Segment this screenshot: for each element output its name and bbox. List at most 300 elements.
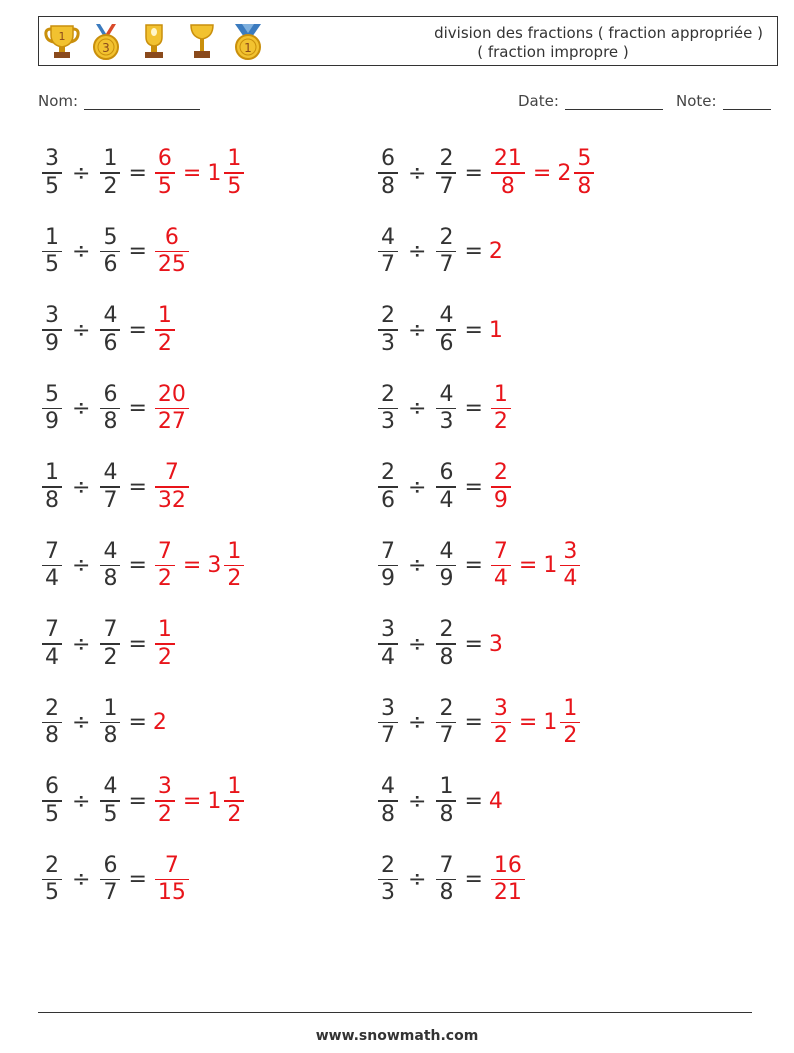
answer-equals-sign: = bbox=[518, 553, 538, 578]
denominator: 2 bbox=[493, 409, 508, 435]
answer bbox=[153, 539, 246, 593]
denominator: 7 bbox=[381, 723, 395, 749]
divide-sign: ÷ bbox=[408, 160, 427, 186]
problem-item bbox=[40, 609, 177, 679]
divide-sign: ÷ bbox=[72, 710, 91, 735]
numerator: 4 bbox=[439, 538, 454, 564]
divide-sign: ÷ bbox=[408, 474, 427, 500]
numerator: 6 bbox=[157, 146, 172, 172]
problem-item bbox=[376, 766, 503, 836]
mixed-fraction-part bbox=[224, 539, 244, 593]
title-line-2: ( fraction impropre ) bbox=[477, 43, 629, 61]
divide-sign: ÷ bbox=[72, 867, 91, 892]
denominator: 3 bbox=[381, 330, 395, 356]
footer-url: www.snowmath.com bbox=[315, 1028, 479, 1044]
dividend-fraction bbox=[378, 853, 398, 907]
answer-fraction bbox=[155, 539, 175, 593]
denominator: 2 bbox=[157, 801, 172, 827]
denominator: 9 bbox=[439, 566, 454, 592]
equals-sign: = bbox=[128, 867, 147, 892]
denominator: 9 bbox=[381, 566, 395, 592]
divide-sign: ÷ bbox=[72, 396, 91, 421]
denominator: 8 bbox=[45, 723, 59, 749]
denominator: 8 bbox=[439, 644, 454, 670]
answer bbox=[489, 318, 503, 343]
denominator: 8 bbox=[381, 173, 395, 199]
denominator: 9 bbox=[45, 330, 59, 356]
divisor-fraction bbox=[436, 382, 456, 436]
denominator: 8 bbox=[439, 801, 454, 827]
numerator: 6 bbox=[45, 774, 59, 800]
divisor-fraction bbox=[436, 853, 456, 907]
numerator: 2 bbox=[439, 695, 454, 721]
equals-sign: = bbox=[128, 553, 147, 578]
numerator: 4 bbox=[103, 774, 118, 800]
mixed-whole-part: 1 bbox=[207, 788, 222, 814]
divide-sign: ÷ bbox=[408, 788, 427, 814]
footer-divider bbox=[38, 1012, 752, 1013]
numerator: 5 bbox=[103, 224, 118, 250]
denominator: 5 bbox=[45, 801, 59, 827]
denominator: 7 bbox=[381, 252, 395, 278]
denominator: 7 bbox=[103, 487, 118, 513]
denominator: 2 bbox=[227, 566, 242, 592]
worksheet-header bbox=[38, 16, 778, 66]
mixed-whole-part: 2 bbox=[557, 160, 572, 186]
divisor-fraction bbox=[436, 774, 456, 828]
denominator: 8 bbox=[439, 880, 454, 906]
denominator: 25 bbox=[157, 252, 186, 278]
note-field bbox=[676, 92, 771, 110]
denominator: 4 bbox=[45, 644, 59, 670]
divisor-fraction bbox=[436, 539, 456, 593]
numerator: 3 bbox=[381, 617, 395, 643]
divide-sign: ÷ bbox=[72, 160, 91, 186]
answer-fraction bbox=[155, 146, 175, 200]
divisor-fraction bbox=[436, 303, 456, 357]
numerator: 2 bbox=[439, 146, 454, 172]
answer bbox=[489, 789, 503, 814]
numerator: 6 bbox=[439, 460, 454, 486]
equals-sign: = bbox=[464, 317, 483, 343]
answer-fraction bbox=[491, 539, 511, 593]
answer-fraction bbox=[491, 696, 511, 750]
denominator: 21 bbox=[493, 880, 522, 906]
denominator: 7 bbox=[439, 173, 454, 199]
answer bbox=[489, 853, 527, 907]
numerator: 4 bbox=[103, 460, 118, 486]
answer bbox=[489, 632, 503, 657]
divide-sign: ÷ bbox=[408, 867, 427, 892]
answer-whole-number: 2 bbox=[152, 710, 167, 735]
divide-sign: ÷ bbox=[408, 553, 427, 578]
date-field bbox=[518, 92, 663, 110]
denominator: 4 bbox=[439, 487, 454, 513]
denominator: 7 bbox=[103, 880, 118, 906]
equals-sign: = bbox=[464, 867, 483, 892]
mixed-fraction-part bbox=[224, 146, 244, 200]
answer-equals-sign: = bbox=[182, 160, 202, 186]
divide-sign: ÷ bbox=[408, 396, 427, 421]
denominator: 6 bbox=[103, 252, 118, 278]
denominator: 32 bbox=[157, 487, 186, 513]
problem-item bbox=[40, 217, 191, 287]
dividend-fraction bbox=[42, 774, 62, 828]
divisor-fraction bbox=[100, 303, 120, 357]
equals-sign: = bbox=[128, 239, 147, 264]
answer bbox=[153, 853, 191, 907]
numerator: 2 bbox=[381, 303, 395, 329]
denominator: 2 bbox=[103, 173, 118, 199]
numerator: 3 bbox=[381, 695, 395, 721]
numerator: 1 bbox=[157, 303, 172, 329]
answer-whole-number: 4 bbox=[488, 788, 503, 814]
answer bbox=[489, 696, 582, 750]
divisor-fraction bbox=[100, 225, 120, 279]
numerator: 1 bbox=[227, 774, 242, 800]
numerator: 4 bbox=[103, 538, 118, 564]
denominator: 3 bbox=[381, 409, 395, 435]
medal-3-icon bbox=[87, 23, 125, 61]
answer-fraction bbox=[155, 225, 189, 279]
equals-sign: = bbox=[464, 710, 483, 735]
denominator: 4 bbox=[381, 644, 395, 670]
numerator: 2 bbox=[381, 460, 395, 486]
problem-item bbox=[376, 609, 503, 679]
denominator: 2 bbox=[227, 801, 242, 827]
equals-sign: = bbox=[464, 239, 483, 264]
dividend-fraction bbox=[378, 460, 398, 514]
dividend-fraction bbox=[42, 539, 62, 593]
numerator: 6 bbox=[381, 146, 395, 172]
numerator: 1 bbox=[227, 538, 242, 564]
numerator: 2 bbox=[381, 381, 395, 407]
numerator: 6 bbox=[103, 381, 118, 407]
dividend-fraction bbox=[378, 146, 398, 200]
mixed-whole-part: 3 bbox=[207, 553, 222, 578]
divide-sign: ÷ bbox=[72, 788, 91, 814]
date-label: Date: bbox=[518, 92, 559, 110]
denominator: 8 bbox=[103, 409, 118, 435]
answer-fraction bbox=[491, 460, 511, 514]
numerator: 2 bbox=[381, 852, 395, 878]
numerator: 7 bbox=[164, 460, 179, 486]
equals-sign: = bbox=[128, 788, 147, 814]
divide-sign: ÷ bbox=[408, 239, 427, 264]
divisor-fraction bbox=[100, 539, 120, 593]
numerator: 1 bbox=[493, 381, 508, 407]
dividend-fraction bbox=[378, 617, 398, 671]
trophy-icon bbox=[135, 23, 173, 61]
denominator: 8 bbox=[103, 566, 118, 592]
dividend-fraction bbox=[378, 774, 398, 828]
problem-item bbox=[40, 452, 191, 522]
mixed-whole-part: 1 bbox=[543, 710, 558, 735]
denominator: 9 bbox=[45, 409, 59, 435]
problem-item bbox=[40, 531, 246, 601]
divisor-fraction bbox=[100, 853, 120, 907]
denominator: 3 bbox=[381, 880, 395, 906]
divide-sign: ÷ bbox=[72, 553, 91, 578]
equals-sign: = bbox=[128, 396, 147, 421]
numerator: 7 bbox=[45, 617, 59, 643]
problem-item bbox=[376, 217, 503, 287]
dividend-fraction bbox=[42, 853, 62, 907]
denominator: 4 bbox=[493, 566, 508, 592]
divide-sign: ÷ bbox=[72, 631, 91, 657]
equals-sign: = bbox=[464, 474, 483, 500]
numerator: 1 bbox=[103, 695, 118, 721]
denominator: 8 bbox=[381, 801, 395, 827]
problem-item bbox=[376, 531, 582, 601]
dividend-fraction bbox=[42, 617, 62, 671]
answer bbox=[489, 146, 596, 200]
divisor-fraction bbox=[436, 225, 456, 279]
numerator: 2 bbox=[45, 695, 59, 721]
medal-1-icon bbox=[229, 23, 267, 61]
dividend-fraction bbox=[42, 696, 62, 750]
numerator: 5 bbox=[45, 381, 59, 407]
divisor-fraction bbox=[100, 774, 120, 828]
denominator: 5 bbox=[45, 880, 59, 906]
denominator: 2 bbox=[563, 723, 578, 749]
denominator: 4 bbox=[563, 566, 578, 592]
problem-item bbox=[376, 295, 503, 365]
answer bbox=[489, 239, 503, 264]
denominator: 4 bbox=[45, 566, 59, 592]
numerator: 3 bbox=[45, 303, 59, 329]
denominator: 8 bbox=[45, 487, 59, 513]
dividend-fraction bbox=[42, 146, 62, 200]
denominator: 5 bbox=[45, 173, 59, 199]
answer-equals-sign: = bbox=[182, 788, 202, 814]
numerator: 3 bbox=[45, 146, 59, 172]
equals-sign: = bbox=[128, 710, 147, 735]
answer-fraction bbox=[491, 146, 525, 200]
numerator: 2 bbox=[45, 852, 59, 878]
numerator: 7 bbox=[164, 852, 179, 878]
problem-item bbox=[40, 688, 167, 758]
divide-sign: ÷ bbox=[408, 710, 427, 735]
answer-fraction bbox=[155, 382, 189, 436]
numerator: 3 bbox=[157, 774, 172, 800]
numerator: 1 bbox=[45, 224, 59, 250]
denominator: 7 bbox=[439, 723, 454, 749]
equals-sign: = bbox=[464, 160, 483, 186]
numerator: 5 bbox=[577, 146, 592, 172]
mixed-fraction-part bbox=[224, 774, 244, 828]
dividend-fraction bbox=[378, 225, 398, 279]
trophy-1-icon bbox=[43, 23, 81, 61]
dividend-fraction bbox=[378, 382, 398, 436]
numerator: 7 bbox=[439, 852, 454, 878]
numerator: 2 bbox=[439, 617, 454, 643]
dividend-fraction bbox=[42, 225, 62, 279]
mixed-fraction-part bbox=[560, 539, 580, 593]
answer bbox=[489, 382, 513, 436]
mixed-whole-part: 1 bbox=[207, 160, 222, 186]
denominator: 9 bbox=[493, 487, 508, 513]
denominator: 2 bbox=[157, 566, 172, 592]
problem-item bbox=[376, 845, 527, 915]
numerator: 21 bbox=[493, 146, 522, 172]
denominator: 3 bbox=[439, 409, 454, 435]
numerator: 1 bbox=[439, 774, 454, 800]
numerator: 2 bbox=[493, 460, 508, 486]
divisor-fraction bbox=[100, 617, 120, 671]
name-field bbox=[38, 92, 200, 110]
worksheet-title bbox=[343, 24, 763, 62]
denominator: 2 bbox=[157, 644, 172, 670]
equals-sign: = bbox=[464, 553, 483, 578]
dividend-fraction bbox=[378, 696, 398, 750]
answer-fraction bbox=[491, 853, 525, 907]
numerator: 16 bbox=[493, 852, 522, 878]
numerator: 3 bbox=[493, 695, 508, 721]
numerator: 7 bbox=[157, 538, 172, 564]
note-blank[interactable] bbox=[723, 93, 771, 110]
divide-sign: ÷ bbox=[72, 474, 91, 500]
dividend-fraction bbox=[42, 382, 62, 436]
numerator: 20 bbox=[157, 381, 186, 407]
answer bbox=[153, 710, 167, 735]
equals-sign: = bbox=[464, 631, 483, 657]
divisor-fraction bbox=[436, 460, 456, 514]
numerator: 1 bbox=[227, 146, 242, 172]
numerator: 6 bbox=[103, 852, 118, 878]
denominator: 8 bbox=[577, 173, 592, 199]
answer-fraction bbox=[155, 774, 175, 828]
answer bbox=[153, 146, 246, 200]
divide-sign: ÷ bbox=[408, 317, 427, 343]
answer-equals-sign: = bbox=[182, 553, 202, 578]
answer-fraction bbox=[155, 460, 189, 514]
numerator: 1 bbox=[103, 146, 118, 172]
problem-item bbox=[40, 845, 191, 915]
numerator: 4 bbox=[381, 774, 395, 800]
answer-equals-sign: = bbox=[532, 160, 552, 186]
dividend-fraction bbox=[378, 303, 398, 357]
numerator: 7 bbox=[45, 538, 59, 564]
numerator: 3 bbox=[563, 538, 578, 564]
numerator: 6 bbox=[164, 224, 179, 250]
divisor-fraction bbox=[436, 696, 456, 750]
answer bbox=[489, 460, 513, 514]
answer-fraction bbox=[155, 303, 175, 357]
divisor-fraction bbox=[100, 460, 120, 514]
mixed-fraction-part bbox=[560, 696, 580, 750]
equals-sign: = bbox=[128, 631, 147, 657]
dividend-fraction bbox=[42, 460, 62, 514]
divisor-fraction bbox=[100, 382, 120, 436]
numerator: 1 bbox=[45, 460, 59, 486]
answer-whole-number: 3 bbox=[488, 631, 503, 657]
divisor-fraction bbox=[100, 696, 120, 750]
numerator: 2 bbox=[439, 224, 454, 250]
divide-sign: ÷ bbox=[72, 239, 91, 264]
numerator: 7 bbox=[493, 538, 508, 564]
equals-sign: = bbox=[464, 788, 483, 814]
problem-item bbox=[40, 138, 246, 208]
divisor-fraction bbox=[436, 617, 456, 671]
answer bbox=[489, 539, 582, 593]
divide-sign: ÷ bbox=[408, 631, 427, 657]
divisor-fraction bbox=[436, 146, 456, 200]
problem-item bbox=[376, 374, 513, 444]
name-label: Nom: bbox=[38, 92, 79, 110]
answer-whole-number: 2 bbox=[488, 239, 503, 264]
denominator: 5 bbox=[103, 801, 118, 827]
note-label: Note: bbox=[676, 92, 717, 110]
denominator: 2 bbox=[103, 644, 118, 670]
svg-text:1: 1 bbox=[244, 41, 252, 55]
denominator: 8 bbox=[500, 173, 515, 199]
numerator: 4 bbox=[439, 303, 454, 329]
denominator: 5 bbox=[45, 252, 59, 278]
answer-fraction bbox=[155, 853, 189, 907]
numerator: 1 bbox=[563, 695, 578, 721]
answer-fraction bbox=[155, 617, 175, 671]
svg-text:1: 1 bbox=[58, 30, 66, 43]
answer-fraction bbox=[491, 382, 511, 436]
denominator: 6 bbox=[381, 487, 395, 513]
answer bbox=[153, 303, 177, 357]
answer bbox=[153, 382, 191, 436]
equals-sign: = bbox=[128, 474, 147, 500]
denominator: 5 bbox=[227, 173, 242, 199]
numerator: 4 bbox=[381, 224, 395, 250]
mixed-fraction-part bbox=[574, 146, 594, 200]
denominator: 7 bbox=[439, 252, 454, 278]
denominator: 6 bbox=[439, 330, 454, 356]
divisor-fraction bbox=[100, 146, 120, 200]
problem-item bbox=[40, 374, 191, 444]
answer-whole-number: 1 bbox=[488, 317, 503, 343]
svg-text:3: 3 bbox=[102, 41, 110, 55]
equals-sign: = bbox=[128, 160, 147, 186]
numerator: 4 bbox=[439, 381, 454, 407]
denominator: 2 bbox=[157, 330, 172, 356]
dividend-fraction bbox=[378, 539, 398, 593]
equals-sign: = bbox=[128, 317, 147, 343]
answer bbox=[153, 617, 177, 671]
numerator: 7 bbox=[381, 538, 395, 564]
problem-item bbox=[40, 766, 246, 836]
equals-sign: = bbox=[464, 396, 483, 421]
denominator: 27 bbox=[157, 409, 186, 435]
denominator: 15 bbox=[157, 880, 186, 906]
problem-item bbox=[40, 295, 177, 365]
answer bbox=[153, 225, 191, 279]
problem-item bbox=[376, 452, 513, 522]
answer bbox=[153, 460, 191, 514]
date-blank[interactable] bbox=[565, 93, 663, 110]
name-blank[interactable] bbox=[84, 93, 200, 110]
denominator: 8 bbox=[103, 723, 118, 749]
problem-item bbox=[376, 138, 596, 208]
title-line-1: division des fractions ( fraction appropriée ) bbox=[434, 24, 763, 42]
numerator: 1 bbox=[157, 617, 172, 643]
denominator: 2 bbox=[493, 723, 508, 749]
denominator: 5 bbox=[157, 173, 172, 199]
dividend-fraction bbox=[42, 303, 62, 357]
trophy-cup-icon bbox=[183, 23, 221, 61]
answer-equals-sign: = bbox=[518, 710, 538, 735]
mixed-whole-part: 1 bbox=[543, 553, 558, 578]
divide-sign: ÷ bbox=[72, 317, 91, 343]
numerator: 4 bbox=[103, 303, 118, 329]
denominator: 6 bbox=[103, 330, 118, 356]
